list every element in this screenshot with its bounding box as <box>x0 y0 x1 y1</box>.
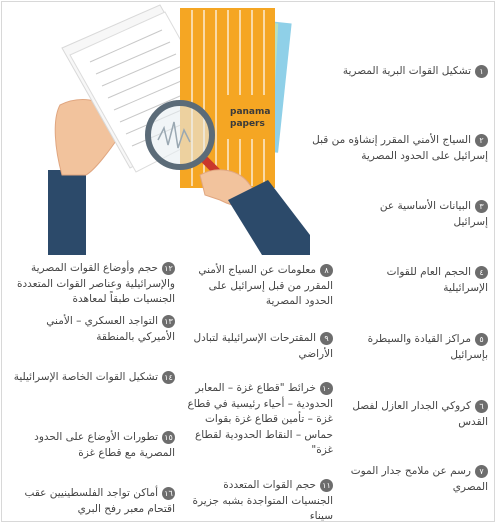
list-item <box>348 464 488 495</box>
list-item <box>10 430 175 461</box>
item-text: الحجم العام للقوات الإسرائيلية <box>386 266 488 294</box>
item-text: تطورات الأوضاع على الحدود المصرية مع قطاع غزة <box>34 431 175 459</box>
item-text: التواجد العسكري – الأمني الأميركي بالمنطقة <box>46 315 175 343</box>
list-item <box>338 64 488 80</box>
list-item <box>348 199 488 230</box>
item-number-badge: ١٥ <box>162 431 175 444</box>
list-item <box>183 331 333 362</box>
item-text: السياج الأمني المقرر إنشاؤه من قبل إسرائيل على الحدود المصرية <box>312 134 488 162</box>
item-number-badge: ٦ <box>475 400 488 413</box>
list-item <box>10 261 175 308</box>
item-text: كروكي الجدار العازل لفصل القدس <box>352 400 488 428</box>
item-text: المقترحات الإسرائيلية لتبادل الأراضي <box>193 332 333 360</box>
left-sleeve <box>48 170 86 255</box>
item-number-badge: ٤ <box>475 266 488 279</box>
item-number-badge: ١٢ <box>162 262 175 275</box>
item-number-badge: ٣ <box>475 200 488 213</box>
item-text: معلومات عن السياج الأمني المقرر من قبل إسرائيل على الحدود المصرية <box>198 264 333 307</box>
item-text: تشكيل القوات الخاصة الإسرائيلية <box>13 371 158 383</box>
item-number-badge: ٢ <box>475 134 488 147</box>
panama-papers-illustration <box>40 0 310 255</box>
item-number-badge: ١٠ <box>320 382 333 395</box>
item-text: أماكن تواجد الفلسطينيين عقب اقتحام معبر رفح البري <box>24 487 175 515</box>
list-item <box>298 133 488 164</box>
item-text: مراكز القيادة والسيطرة بإسرائيل <box>367 333 488 361</box>
item-number-badge: ١٣ <box>162 315 175 328</box>
item-number-badge: ٨ <box>320 264 333 277</box>
item-number-badge: ٩ <box>320 332 333 345</box>
item-number-badge: ٧ <box>475 465 488 478</box>
item-number-badge: ١ <box>475 65 488 78</box>
folder-label-panama: panama <box>230 107 271 117</box>
list-item <box>10 486 175 517</box>
item-number-badge: ١٦ <box>162 487 175 500</box>
list-item <box>348 399 488 430</box>
list-item <box>10 314 175 345</box>
item-number-badge: ١١ <box>320 479 333 492</box>
folder-label-papers: papers <box>230 119 265 129</box>
list-item <box>348 265 488 296</box>
item-text: حجم القوات المتعددة الجنسيات المتواجدة بشبه جزيرة سيناء <box>192 479 333 522</box>
list-item <box>348 332 488 363</box>
list-item <box>10 370 175 386</box>
item-text: رسم عن ملامح جدار الموت المصري <box>350 465 488 493</box>
item-number-badge: ٥ <box>475 333 488 346</box>
item-number-badge: ١٤ <box>162 371 175 384</box>
item-text: خرائط "قطاع غزة – المعابر الحدودية – أحياء رئيسية في قطاع غزة – تأمين قطاع غزة بقوات حماس – النقاط الحدودية لقطاع غزة" <box>187 382 333 456</box>
item-text: حجم وأوضاع القوات المصرية والإسرائيلية وعناصر القوات المتعددة الجنسيات طبقاً لمعاهدة <box>16 262 175 305</box>
list-item <box>183 381 333 459</box>
item-text: البيانات الأساسية عن إسرائيل <box>379 200 488 228</box>
list-item <box>183 263 333 310</box>
list-item <box>183 478 333 525</box>
item-text: تشكيل القوات البرية المصرية <box>342 65 471 77</box>
